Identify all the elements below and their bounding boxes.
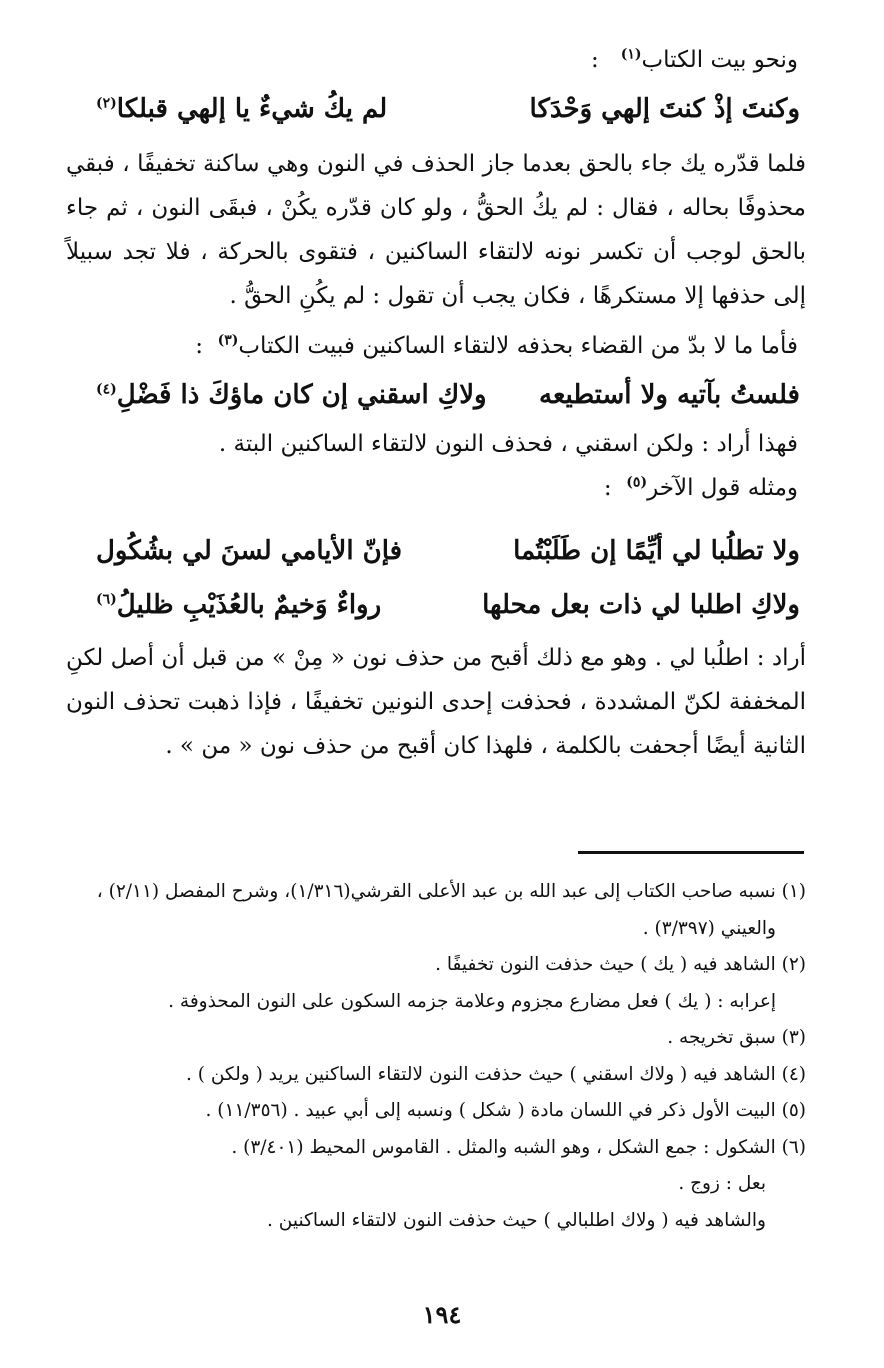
intro-line-2 — [66, 324, 806, 368]
footnote-ref: (٤) — [96, 381, 117, 398]
verse-hemistich-first: ولا تطلُبا لي أيِّمًا إن طَلَبْتُما — [513, 536, 800, 566]
footnote-3: (٣) سبق تخريجه . — [667, 1027, 806, 1048]
verse-hemistich-first: فلستُ بآتيه ولا أستطيعه — [539, 380, 800, 410]
footnote-ref: (٦) — [96, 591, 117, 608]
footnotes — [66, 874, 806, 1239]
footnote-1: (١) نسبه صاحب الكتاب إلى عبد الله بن عبد الأعلى القرشي(١/٣١٦)، وشرح المفصل (٢/١١) ، — [96, 881, 806, 902]
intro-text: ومثله قول الآخر — [647, 475, 798, 501]
intro-colon: : — [603, 475, 612, 501]
intro-text: ونحو بيت الكتاب — [641, 47, 798, 73]
intro-line-1 — [66, 38, 806, 82]
verse-hemistich-second: لم يكُ شيءٌ يا إلهي قبلكا$^{(٢)}$ — [96, 94, 388, 124]
intro-colon: : — [591, 47, 599, 73]
footnote-6: (٦) الشكول : جمع الشكل ، وهو الشبه والمثل . القاموس المحيط (٣/٤٠١) . — [231, 1136, 806, 1158]
verse-hemistich-first: وكنتَ إذْ كنتَ إلهي وَحْدَكا — [529, 94, 800, 124]
verse-hemistich-second: فإنّ الأيامي لسنَ لي بشُكُول — [96, 536, 403, 566]
intro-colon: : — [195, 333, 203, 359]
footnote-1-continued: والعيني (٣/٣٩٧) . — [642, 917, 776, 939]
footnote-2-continued: إعرابه : ( يك ) فعل مضارع مجزوم وعلامة جزمه السكون على النون المحذوفة . — [168, 990, 776, 1012]
footnote-ref: (٣) — [217, 332, 239, 349]
verse-hemistich-first: ولاكِ اطلبا لي ذات بعل محلها — [482, 590, 800, 620]
paragraph-2: فهذا أراد : ولكن اسقني ، فحذف النون لالتقاء الساكنين البتة . — [218, 431, 798, 457]
verse-4 — [66, 578, 806, 632]
paragraph-1: فلما قدّره يك جاء بالحق بعدما جاز الحذف في النون وهي ساكنة تخفيفًا ، فبقي محذوفًا بحاله ، فقال : لم يكُ الحقُّ ، ولو كان قدّره يكُنْ ، فبقَى النون ، ثم جاء بالحق لوجب أن تكسر نونه لالتقاء الساكنين ، فتقوى بالحركة ، فلا تجد سبيلاً إلى حذفها إلا مستكرهًا ، فكان يجب أن تقول : لم يكُنِ الحقُّ . — [66, 151, 806, 309]
footnote-5: (٥) البيت الأول ذكر في اللسان مادة ( شكل ) ونسبه إلى أبي عبيد . (١١/٣٥٦) . — [205, 1100, 806, 1121]
page-number: ١٩٤ — [422, 1300, 462, 1329]
verse-1 — [66, 82, 806, 136]
footnote-6-continued: بعل : زوج . — [678, 1173, 766, 1194]
verse-2 — [66, 368, 806, 422]
paragraph-3: أراد : اطلُبا لي . وهو مع ذلك أقبح من حذف نون « مِنْ » من قبل أن أصل لكنِ المخففة لكنّ المشددة ، فحذفت إحدى النونين تخفيفًا ، فإذا ذهبت تحذف النون الثانية أيضًا أجحفت بالكلمة ، فلهذا كان أقبح من حذف نون « من » . — [66, 645, 806, 759]
footnote-6-continued-2: والشاهد فيه ( ولاك اطلبالي ) حيث حذفت النون لالتقاء الساكنين . — [267, 1209, 766, 1231]
verse-3 — [66, 524, 806, 578]
footnote-ref: (١) — [620, 46, 642, 63]
footnote-separator — [578, 851, 804, 854]
intro-text: فأما ما لا بدّ من القضاء بحذفه لالتقاء الساكنين فبيت الكتاب — [238, 333, 798, 359]
intro-line-3 — [66, 466, 806, 510]
verse-hemistich-second: ولاكِ اسقني إن كان ماؤكَ ذا فَضْلِ$^{(٤)}$ — [96, 380, 487, 410]
footnote-ref: (٥) — [626, 474, 648, 491]
footnote-4: (٤) الشاهد فيه ( ولاك اسقني ) حيث حذفت النون لالتقاء الساكنين يريد ( ولكن ) . — [185, 1063, 806, 1085]
footnote-ref: (٢) — [96, 95, 117, 112]
verse-hemistich-second: رواءٌ وَخيمٌ بالعُذَيْبِ ظليلُ$^{(٦)}$ — [96, 590, 382, 620]
footnote-2: (٢) الشاهد فيه ( يك ) حيث حذفت النون تخفيفًا . — [435, 954, 806, 975]
